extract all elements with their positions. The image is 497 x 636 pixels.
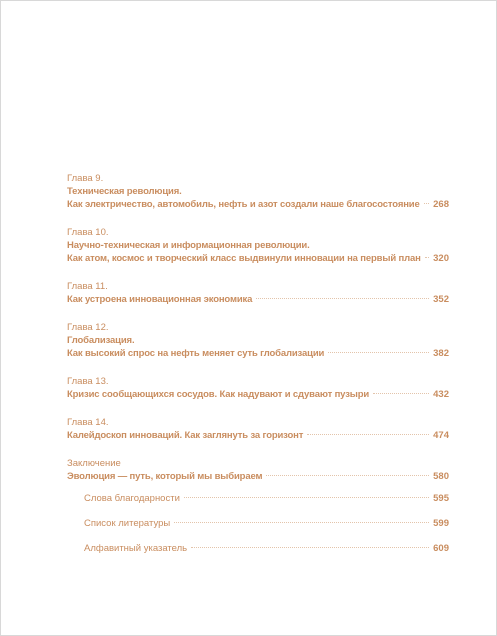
dot-leader xyxy=(328,352,429,353)
page-number: 609 xyxy=(433,543,449,554)
dot-leader xyxy=(174,522,429,523)
toc-entry[interactable] xyxy=(67,252,449,265)
toc-extra-index[interactable] xyxy=(84,542,449,555)
entry-title: Список литературы xyxy=(84,518,171,529)
dot-leader xyxy=(184,497,429,498)
dot-leader xyxy=(256,298,429,299)
toc-chapter-13 xyxy=(67,375,449,401)
entry-title: Как атом, космос и творческий класс выдвинули инновации на первый план xyxy=(67,253,421,264)
dot-leader xyxy=(307,434,429,435)
toc-entry[interactable] xyxy=(67,429,449,442)
toc-entry[interactable] xyxy=(67,388,449,401)
entry-title: Как электричество, автомобиль, нефть и азот создали наше благосостояние xyxy=(67,199,420,210)
table-of-contents xyxy=(67,172,449,567)
toc-conclusion xyxy=(67,457,449,483)
toc-entry[interactable] xyxy=(67,347,449,360)
chapter-label: Глава 10. xyxy=(67,227,109,238)
entry-title: Кризис сообщающихся сосудов. Как надувают и сдувают пузыри xyxy=(67,389,370,400)
chapter-label: Заключение xyxy=(67,458,121,469)
dot-leader xyxy=(424,203,430,204)
dot-leader xyxy=(425,257,429,258)
toc-entry[interactable] xyxy=(67,293,449,306)
toc-extra-bibliography[interactable] xyxy=(84,517,449,530)
chapter-title: Глобализация. xyxy=(67,335,135,346)
page-number: 320 xyxy=(433,253,449,264)
dot-leader xyxy=(191,547,429,548)
entry-title: Как высокий спрос на нефть меняет суть глобализации xyxy=(67,348,325,359)
page-number: 595 xyxy=(433,493,449,504)
toc-chapter-11 xyxy=(67,280,449,306)
page-number: 382 xyxy=(433,348,449,359)
toc-entry[interactable] xyxy=(67,198,449,211)
chapter-title: Научно-техническая и информационная революции. xyxy=(67,240,310,251)
page-number: 580 xyxy=(433,471,449,482)
chapter-label: Глава 12. xyxy=(67,322,109,333)
toc-chapter-14 xyxy=(67,416,449,442)
page-number: 432 xyxy=(433,389,449,400)
dot-leader xyxy=(373,393,429,394)
entry-title: Как устроена инновационная экономика xyxy=(67,294,253,305)
entry-title: Алфавитный указатель xyxy=(84,543,188,554)
chapter-label: Глава 9. xyxy=(67,173,104,184)
toc-chapter-9 xyxy=(67,172,449,211)
page-number: 474 xyxy=(433,430,449,441)
toc-entry[interactable] xyxy=(67,470,449,483)
dot-leader xyxy=(266,475,429,476)
page-number: 352 xyxy=(433,294,449,305)
toc-chapter-10 xyxy=(67,226,449,265)
entry-title: Слова благодарности xyxy=(84,493,180,504)
chapter-title: Техническая революция. xyxy=(67,186,182,197)
entry-title: Эволюция — путь, который мы выбираем xyxy=(67,471,263,482)
page-number: 268 xyxy=(433,199,449,210)
chapter-label: Глава 13. xyxy=(67,376,109,387)
chapter-label: Глава 11. xyxy=(67,281,108,292)
toc-chapter-12 xyxy=(67,321,449,360)
entry-title: Калейдоскоп инноваций. Как заглянуть за горизонт xyxy=(67,430,304,441)
page-number: 599 xyxy=(433,518,449,529)
toc-extra-acknowledgements[interactable] xyxy=(84,492,449,505)
toc-extras xyxy=(67,492,449,555)
chapter-label: Глава 14. xyxy=(67,417,109,428)
